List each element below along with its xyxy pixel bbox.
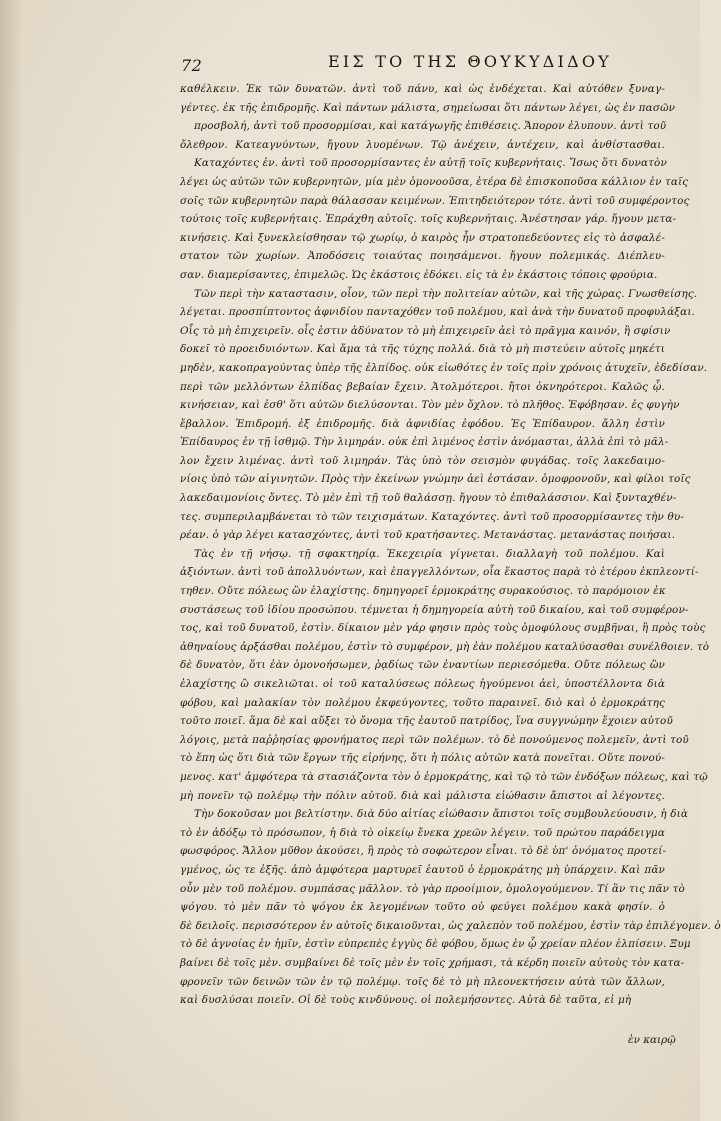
text-line: καθέλκειν. Ἐκ τῶν δυνατῶν. ἀντὶ τοῦ πάνυ, καὶ ὡς ἐνδέχεται. Καὶ αὐτόθεν ξυναγ- xyxy=(180,83,665,95)
text-line: κινήσειαν, καὶ ἐσθ' ὅτι αὐτῶν διελύσονται. Τὸν μὲν ὄχλον. τὸ πλῆθος. Ἐφόβησαν. ἐς φυγὴν xyxy=(180,399,680,412)
text-line: τὸ δὲ ἀγνοίας ἐν ἡμῖν, ἐστὶν εὐπρεπὲς ἐγγὺς δὲ φόβου, ὅμως ἐν ᾧ χρείαν πλέον ἐλπίσειν. Ξυμ xyxy=(180,938,691,951)
text-line: οὖν μὲν τοῦ πολέμου. συμπάσας μᾶλλον. τὸ γὰρ προοίμιον, ὁμολογούμενον. Τί ἂν τις πᾶν τὸ xyxy=(180,882,685,895)
text-line: λον ἔχειν λιμένας. ἀντὶ τοῦ λιμηράν. Τὰς ὑπὸ τὸν σεισμὸν φυγάδας. τοῖς λακεδαιμο- xyxy=(180,454,665,467)
text-line: δὲ δειλοῖς. περισσότερον ἐν αὐτοῖς δικαιοῦνται, ὡς χαλεπὸν τοῦ πολέμου, ἐστὶν τὰρ ἐπιλέγομεν. ὁ xyxy=(180,919,721,932)
text-line: λακεδαιμονίοις ὄντες. Τὸ μὲν ἐπὶ τῇ τοῦ θαλάσσῃ. ἤγουν τὸ ἐπιθαλάσσιον. Καὶ ξυνταχθέν- xyxy=(180,492,677,505)
text-line: ἔβαλλον. Ἐπιδρομή. ἐξ ἐπιδρομῆς. διὰ ἀφνιδίας ἐφόδου. Ἐς Ἐπίδαυρον. ἄλλη ἐστὶν xyxy=(180,417,665,430)
running-head xyxy=(0,50,700,80)
text-line: γέντες. ἐκ τῆς ἐπιδρομῆς. Καὶ πάντων μάλιστα, σημείωσαι ὅτι πάντων λέγει, ὡς ἐν πασῶν xyxy=(180,101,676,114)
text-line: Τῶν περὶ τὴν καταστασιν, οἷον, τῶν περὶ τὴν πολιτείαν αὐτῶν, καὶ τῆς χώρας. Γνωσθείσης. xyxy=(194,287,698,300)
text-line: δὲ δυνατὸν, ὅτι ἐὰν ὁμονοήσωμεν, ῥᾳδίως τῶν ἐναντίων περιεσόμεθα. Οὔτε πόλεως ὢν xyxy=(180,659,665,672)
text-line: φρονεῖν τῶν δεινῶν τῶν ἐν τῷ πολέμῳ. τοῖς δὲ τὸ μὴ πλεονεκτήσειν αὐτὰ τῶν ἄλλων, xyxy=(180,975,665,988)
page-number: 72 xyxy=(181,56,203,75)
text-line: τηθεν. Οὔτε πόλεως ὢν ἐλαχίστης. δημηγορεῖ ἑρμοκράτης συρακούσιος. τὸ παρόμοιον ἐκ xyxy=(180,585,666,598)
text-line: ρέαν. ὁ γὰρ λέγει κατασχόντες, ἀντὶ τοῦ κρατήσαντες. Μετανάστας. μετανάστας ποιήσαι. xyxy=(180,529,676,542)
text-line: συστάσεως τοῦ ἰδίου προσώπου. τέμνεται ἡ δημηγορεία αὐτὴ τοῦ δικαίου, καὶ τοῦ συμφέρον- xyxy=(180,603,689,616)
text-line: τοῦτο ποιεῖ. ἅμα δὲ καὶ αὔξει τὸ ὄνομα τῆς ἑαυτοῦ πατρίδος, ἵνα συγγνώμην ἔχοιεν αὐτοῦ xyxy=(180,715,673,728)
text-line: τὸ ἐν ἀδόξῳ τὸ πρόσωπον, ἡ διὰ τὸ οἰκείῳ ἔνεκα χρεῶν λέγειν. τοῦ πρώτου παράδειγμα xyxy=(180,826,665,839)
catchword: ἐν καιρῷ xyxy=(628,1034,676,1046)
text-line: τος, καὶ τοῦ δυνατοῦ, ἐστὶν. δίκαιον μὲν γάρ φησιν πρὸς τοὺς ὁμοφύλους συμβῆναι, ἢ πρὸς τοὺς xyxy=(180,622,706,635)
text-line: δοκεῖ τὸ προειδυιόντων. Καὶ ἅμα τὰ τῆς τύχης πολλά. διὰ τὸ μὴ πιστεύειν αὐτοῖς μηκέτι xyxy=(180,343,665,356)
running-title: ΕΙΣ ΤΟ ΤΗΣ ΘΟΥΚΥΔΙΔΟΥ xyxy=(328,52,612,71)
text-line: γμένος, ὡς τε ἐξῆς. ἀπὸ ἀμφότερα μαρτυρεῖ ἑαυτοῦ ὁ ἑρμοκράτης μὴ ὑπάρχειν. Καὶ πᾶν xyxy=(180,863,665,876)
text-line: Οἷς τὸ μὴ ἐπιχειρεῖν. οἷς ἐστιν ἀδύνατον τὸ μὴ ἐπιχειρεῖν ἀεὶ τὸ πρᾶγμα καινόν, ἢ σφίσιν xyxy=(180,324,671,337)
text-line: βαίνει δὲ τοῖς μὲν. συμβαίνει δὲ τοῖς μὲν ἐν τοῖς χρήμασι, τὰ κέρδη ποιεῖν αὐτοὺς τὸν κατα- xyxy=(180,956,685,969)
text-line: στατον τῶν χωρίων. Ἀποδόσεις τοιαύτας ποιησάμενοι. ἤγουν πολεμικάς. Διέπλευ- xyxy=(180,250,665,263)
binding-gutter-shadow xyxy=(0,0,22,1121)
text-line: τούτοις τοῖς κυβερνήταις. Ἐπράχθη αὐτοῖς. τοῖς κυβερνήταις. Ἀνέστησαν γάρ. ἤγουν μετα- xyxy=(180,213,677,226)
text-line: ἀξιόντων. ἀντὶ τοῦ ἀπολλυόντων, καὶ ἐπαγγελλόντων, οἷα ἕκαστος παρὰ τὸ ἑτέρου ἐκπλεοντί- xyxy=(180,566,699,579)
text-line: ἐλαχίστης ὢ σικελιῶται. οἱ τοῦ καταλύσεως πόλεως ἡγούμενοι ἀεὶ, ὑποστέλλοντα διὰ xyxy=(180,678,665,690)
text-line: σαν. διαμερίσαντες, ἐπιμελῶς. Ὡς ἑκάστοις ἐδόκει. εἰς τὰ ἐν ἑκάστοις τόποις φρούρια. xyxy=(180,268,658,281)
text-line: τες. συμπεριλαμβάνεται τὸ τῶν τειχισμάτων. Καταχόντες. ἀντὶ τοῦ προσορμίσαντες τὴν θυ- xyxy=(180,510,685,523)
text-line: μὴ πονεῖν τῷ πολέμῳ τὴν πόλιν αὐτοῦ. διὰ καὶ μάλιστα εἰώθασιν ἄπιστοι αἱ λέγοντες. xyxy=(180,789,665,802)
text-line: μηδὲν, κακοπραγούντας ὑπὲρ τῆς ἐλπίδος. οὐκ εἰωθότες ἐν τοῖς πρὶν χρόνοις ἀτυχεῖν, ἐδεδίσαν. xyxy=(180,361,708,374)
text-line: προσβολή, ἀντὶ τοῦ προσορμίσαι, καὶ κατάγωγῆς ἐπιθέσεις. Ἄπορον ἐλυπουν. ἀντὶ τοῦ xyxy=(194,120,667,133)
text-line: Τὴν δοκοῦσαν μοι βελτίστην. διὰ δύο αἰτίας εἰώθασιν ἄπιστοι τοῖς συμβουλεύουσιν, ἡ διὰ xyxy=(194,808,689,821)
text-line: σοῖς τῶν κυβερνητῶν παρὰ θάλασσαν κειμένων. Ἐπιτηδειότερον τότε. ἀντὶ τοῦ συμφέροντος xyxy=(180,194,690,207)
text-line: τὸ ἔπη ὡς ὅτι διὰ τῶν ἔργων τῆς εἰρήνης, ὅτι ἡ πόλις αὐτῶν κατὰ πονεῖται. Οὔτε πονού- xyxy=(180,752,665,765)
text-line: Ἐπίδαυρος ἐν τῇ ἰσθμῷ. Τὴν λιμηράν. οὐκ ἐπὶ λιμένος ἐστὶν ἀνόμασται, ἀλλὰ ἐπὶ τὸ μᾶλ- xyxy=(180,436,669,449)
text-line: Τὰς ἐν τῇ νήσῳ. τῇ σφακτηρίᾳ. Ἐκεχειρία γίγνεται. διαλλαγὴ τοῦ πολέμου. Καὶ xyxy=(194,547,665,560)
text-line: ψόγου. τὸ μὲν πᾶν τὸ ψόγου ἐκ λεγομένων τοῦτο οὐ φεύγει πολέμου κακὰ φησίν. ὁ xyxy=(180,901,665,914)
text-line: νίοις ὑπὸ τῶν αἰγινητῶν. Πρὸς τὴν ἐκείνων γνώμην ἀεὶ ἐστάσαν. ὁμοφρονοῦν, καὶ φίλοι τοῖς xyxy=(180,473,691,486)
text-line: λέγεται. προσπίπτοντος ἀφνιδίου πανταχόθεν τοῦ πολέμου, καὶ ἀνὰ τὴν δυνατοῦ προφυλάξαι. xyxy=(180,306,696,319)
text-line: λόγοις, μετὰ παῤῥησίας φρονήματος περὶ τῶν πολέμων. τὸ δὲ πονούμενος πολεμεῖν, ἀντὶ τοῦ xyxy=(180,733,689,746)
text-line: ἀθηναίους ἀρξάσθαι πολέμου, ἐστὶν τὸ συμφέρον, μὴ ἐὰν πολέμου καταλύσασθαι συνέλθοιεν. τὸ xyxy=(180,640,710,653)
text-line: κινήσεις. Καὶ ξυνεκλείσθησαν τῷ χωρίῳ, ὁ καιρὸς ἦν στρατοπεδεύοντες εἰς τὸ ἀσφαλέ- xyxy=(180,231,665,244)
text-line: περὶ τῶν μελλόντων ἐλπίδας βεβαίαν ἔχειν. Ἀτολμότεροι. ἤτοι ὀκνηρότεροι. Καλῶς ᾧ. xyxy=(180,380,665,393)
text-line: Καταχόντες ἐν. ἀντὶ τοῦ προσορμίσαντες ἐν αὐτῇ τοῖς κυβερνήταις. Ἴσως ὅτι δυνατὸν xyxy=(194,157,667,170)
text-line: φωσφόρος. Ἄλλον μῦθον ἀκούσει, ἢ πρὸς τὸ σοφώτερον εἶναι. τὸ δὲ ὑπ' ὀνόματος προτεί- xyxy=(180,845,667,858)
commentary-text-block xyxy=(180,80,721,1010)
text-line: ὄλεθρον. Κατεαγνύντων, ἤγουν λυομένων. Τῷ ἀνέχειν, ἀντέχειν, καὶ ἀνθίστασθαι. xyxy=(180,138,665,151)
text-line: λέγει ὡς αὐτῶν τῶν κυβερνητῶν, μία μὲν ὁμονοοῦσα, ἑτέρα δὲ ἐπισκοποῦσα κάλλιον ἐν ταῖς xyxy=(180,175,689,188)
text-line: φόβου, καὶ μαλακίαν τὸν πολέμου ἐκφεύγοντες, τοῦτο παραινεῖ. διὸ καὶ ὁ ἑρμοκράτης xyxy=(180,696,665,709)
text-line: μενος. κατ' ἀμφότερα τὰ στασιάζοντα τὸν ὁ ἑρμοκράτης, καὶ τῷ τὸ τῶν ἐνδόξων πόλεως, καὶ τῷ xyxy=(180,770,708,783)
text-line: καὶ δυσλύσαι ποιεῖν. Οἱ δὲ τοὺς κινδύνους. οἱ πολεμήσοντες. Αὐτὰ δὲ ταῦτα, εἰ μὴ xyxy=(180,994,632,1007)
